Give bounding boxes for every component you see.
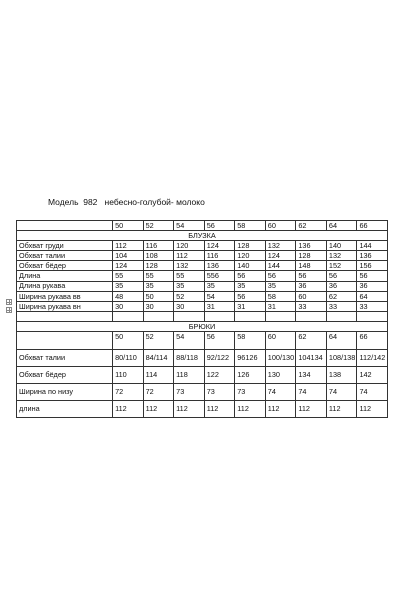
table-cell: 35	[174, 281, 205, 291]
size-header-cell: 62	[296, 331, 327, 349]
table-cell	[113, 312, 144, 322]
table-cell: 140	[326, 240, 357, 250]
size-chart-table	[16, 220, 388, 418]
size-header-cell: 60	[265, 221, 296, 231]
table-cell: 56	[296, 271, 327, 281]
table-row	[17, 349, 388, 366]
size-chart-table-wrapper	[16, 220, 388, 418]
table-cell: 30	[143, 301, 174, 311]
table-cell: 144	[357, 240, 388, 250]
table-cell: 104	[113, 250, 144, 260]
table-row	[17, 271, 388, 281]
table-cell: 58	[265, 291, 296, 301]
size-header-cell: 66	[357, 331, 388, 349]
table-cell: 64	[357, 291, 388, 301]
table-cell: 31	[204, 301, 235, 311]
table-row	[17, 400, 388, 417]
table-cell: 96126	[235, 349, 266, 366]
table-cell	[235, 312, 266, 322]
row-label: Обхват бёдер	[17, 261, 113, 271]
trousers-size-header-row	[17, 331, 388, 349]
table-cell: 52	[174, 291, 205, 301]
table-cell: 132	[174, 261, 205, 271]
size-header-cell: 52	[143, 221, 174, 231]
size-header-cell: 54	[174, 331, 205, 349]
table-row	[17, 261, 388, 271]
blouse-section-row	[17, 231, 388, 241]
size-header-cell: 64	[326, 331, 357, 349]
table-row	[17, 240, 388, 250]
table-cell: 144	[265, 261, 296, 271]
table-row	[17, 366, 388, 383]
table-cell: 35	[113, 281, 144, 291]
table-cell: 136	[357, 250, 388, 260]
table-cell: 33	[296, 301, 327, 311]
row-label: Длина	[17, 271, 113, 281]
size-header-cell: 56	[204, 331, 235, 349]
row-label: Длина рукава	[17, 281, 113, 291]
table-cell: 118	[174, 366, 205, 383]
table-cell	[265, 312, 296, 322]
table-cell: 112	[174, 400, 205, 417]
table-cell: 74	[296, 383, 327, 400]
table-cell: 92/122	[204, 349, 235, 366]
table-row	[17, 250, 388, 260]
table-cell: 56	[235, 271, 266, 281]
table-cell: 108	[143, 250, 174, 260]
table-cell	[174, 312, 205, 322]
table-cell: 35	[235, 281, 266, 291]
table-cell: 116	[143, 240, 174, 250]
table-cell: 56	[265, 271, 296, 281]
table-cell: 114	[143, 366, 174, 383]
table-cell: 112	[113, 400, 144, 417]
size-header-cell: 64	[326, 221, 357, 231]
document-title: Модель 982 небесно-голубой- молоко	[48, 197, 205, 207]
table-cell: 74	[265, 383, 296, 400]
size-header-cell: 58	[235, 331, 266, 349]
table-cell: 31	[235, 301, 266, 311]
section-label-trousers: БРЮКИ	[17, 322, 388, 332]
table-cell: 112	[357, 400, 388, 417]
table-cell: 35	[265, 281, 296, 291]
size-header-cell: 60	[265, 331, 296, 349]
table-row	[17, 281, 388, 291]
table-cell: 54	[204, 291, 235, 301]
table-cell: 73	[204, 383, 235, 400]
table-cell: 30	[174, 301, 205, 311]
row-label	[17, 312, 113, 322]
table-cell: 112	[235, 400, 266, 417]
table-cell: 152	[326, 261, 357, 271]
table-cell: 156	[357, 261, 388, 271]
table-cell: 120	[174, 240, 205, 250]
table-cell: 36	[296, 281, 327, 291]
table-cell: 55	[174, 271, 205, 281]
table-cell: 128	[235, 240, 266, 250]
row-label: Ширина по низу	[17, 383, 113, 400]
table-cell: 74	[326, 383, 357, 400]
table-move-handle-icon[interactable]	[6, 299, 12, 305]
table-cell: 72	[113, 383, 144, 400]
table-cell	[143, 312, 174, 322]
table-cell: 104134	[296, 349, 327, 366]
size-header-cell: 54	[174, 221, 205, 231]
table-cell: 148	[296, 261, 327, 271]
table-cell: 128	[296, 250, 327, 260]
table-cell: 33	[326, 301, 357, 311]
table-cell: 112	[265, 400, 296, 417]
table-cell: 134	[296, 366, 327, 383]
table-cell: 36	[357, 281, 388, 291]
table-cell: 50	[143, 291, 174, 301]
table-cell: 556	[204, 271, 235, 281]
table-cell: 126	[235, 366, 266, 383]
blouse-size-header-row	[17, 221, 388, 231]
table-cell: 33	[357, 301, 388, 311]
table-cell: 60	[296, 291, 327, 301]
section-label-blouse: БЛУЗКА	[17, 231, 388, 241]
table-cell: 48	[113, 291, 144, 301]
size-header-cell: 58	[235, 221, 266, 231]
table-cell: 124	[113, 261, 144, 271]
table-cell: 128	[143, 261, 174, 271]
table-cell: 110	[113, 366, 144, 383]
table-row	[17, 301, 388, 311]
table-cell: 136	[296, 240, 327, 250]
table-cell: 112	[113, 240, 144, 250]
table-cell: 124	[204, 240, 235, 250]
trousers-section-row	[17, 322, 388, 332]
table-cell: 73	[235, 383, 266, 400]
size-header-cell: 56	[204, 221, 235, 231]
size-header-cell: 62	[296, 221, 327, 231]
table-row	[17, 291, 388, 301]
table-cell-empty	[17, 331, 113, 349]
table-cell: 130	[265, 366, 296, 383]
table-cell: 35	[143, 281, 174, 291]
table-cell: 112/142	[357, 349, 388, 366]
row-label: Ширина рукава вн	[17, 301, 113, 311]
table-cell: 112	[204, 400, 235, 417]
table-cell: 112	[143, 400, 174, 417]
table-cell: 62	[326, 291, 357, 301]
size-header-cell: 50	[113, 221, 144, 231]
table-cell: 120	[235, 250, 266, 260]
table-cell: 56	[357, 271, 388, 281]
table-cell-empty	[17, 221, 113, 231]
table-cell: 132	[265, 240, 296, 250]
table-cell: 80/110	[113, 349, 144, 366]
row-label: Обхват груди	[17, 240, 113, 250]
table-cell	[296, 312, 327, 322]
table-cell: 73	[174, 383, 205, 400]
table-cell: 31	[265, 301, 296, 311]
table-cell: 88/118	[174, 349, 205, 366]
table-cell: 56	[235, 291, 266, 301]
table-cell: 74	[357, 383, 388, 400]
size-header-cell: 66	[357, 221, 388, 231]
table-move-handle-icon[interactable]	[6, 307, 12, 313]
table-cell: 56	[326, 271, 357, 281]
table-cell: 30	[113, 301, 144, 311]
table-cell: 124	[265, 250, 296, 260]
table-cell: 55	[143, 271, 174, 281]
table-cell: 112	[174, 250, 205, 260]
table-cell: 84/114	[143, 349, 174, 366]
row-label: Обхват бёдер	[17, 366, 113, 383]
table-cell: 112	[326, 400, 357, 417]
table-cell: 35	[204, 281, 235, 291]
row-label: Обхват талии	[17, 250, 113, 260]
table-cell: 136	[204, 261, 235, 271]
table-cell: 55	[113, 271, 144, 281]
table-cell	[326, 312, 357, 322]
size-header-cell: 50	[113, 331, 144, 349]
table-cell: 132	[326, 250, 357, 260]
table-cell: 140	[235, 261, 266, 271]
table-cell	[204, 312, 235, 322]
table-cell: 142	[357, 366, 388, 383]
size-header-cell: 52	[143, 331, 174, 349]
row-label: Обхват талии	[17, 349, 113, 366]
table-row	[17, 383, 388, 400]
table-row	[17, 312, 388, 322]
table-cell: 116	[204, 250, 235, 260]
row-label: длина	[17, 400, 113, 417]
table-cell: 36	[326, 281, 357, 291]
table-cell: 72	[143, 383, 174, 400]
row-label: Ширина рукава вв	[17, 291, 113, 301]
table-cell: 108/138	[326, 349, 357, 366]
table-cell	[357, 312, 388, 322]
table-cell: 138	[326, 366, 357, 383]
table-cell: 122	[204, 366, 235, 383]
table-cell: 112	[296, 400, 327, 417]
table-cell: 100/130	[265, 349, 296, 366]
